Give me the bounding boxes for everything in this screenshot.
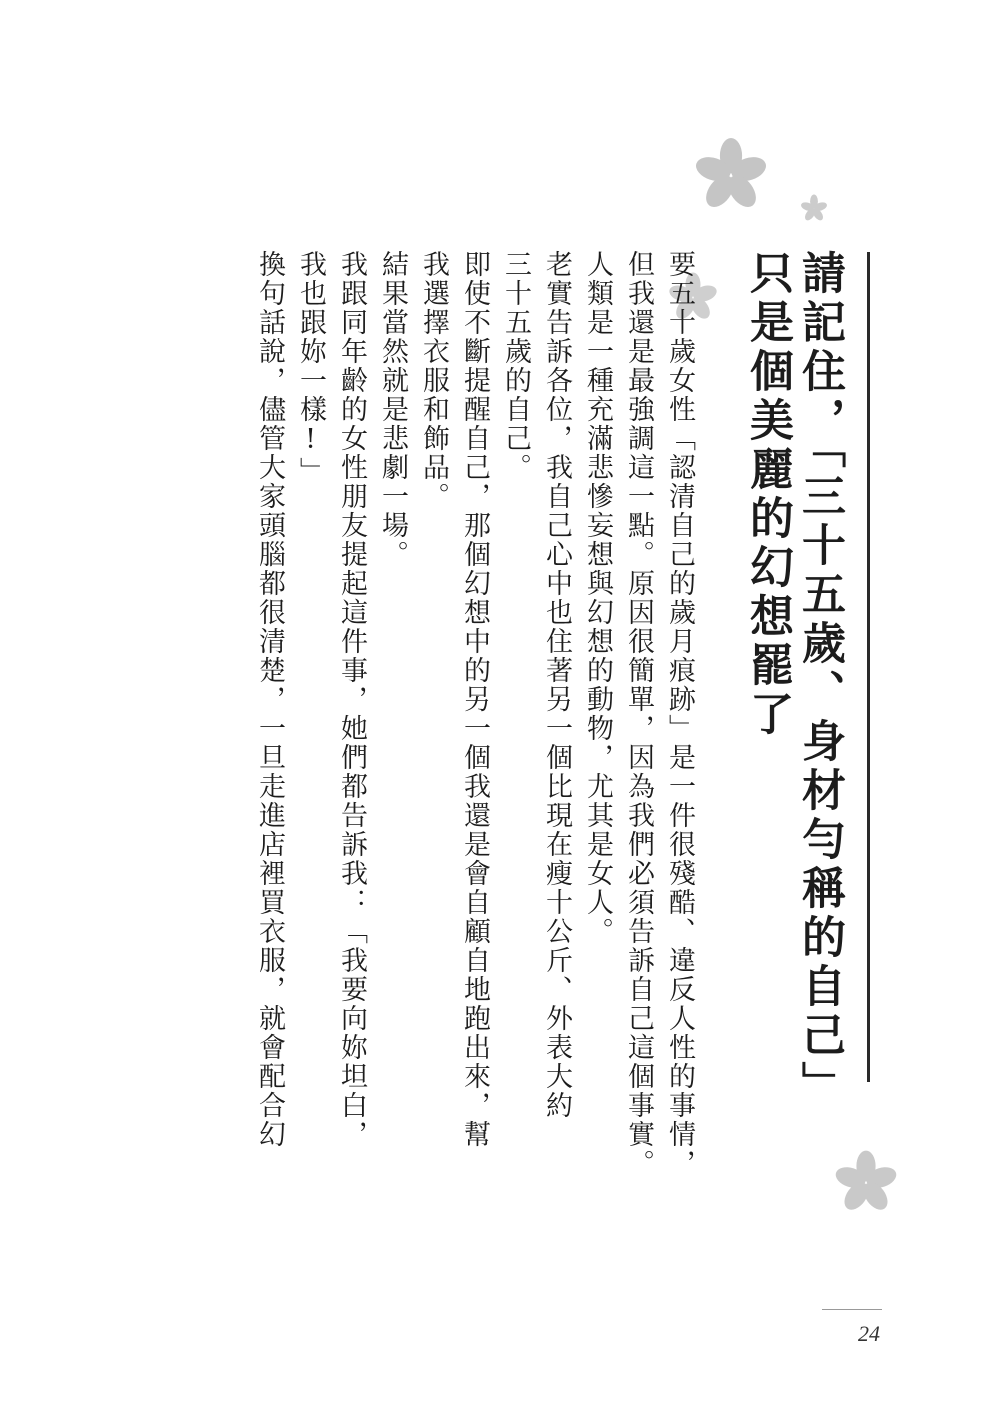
body-line: 老實告訴各位，我自己心中也住著另一個比現在瘦十公斤、外表大約 xyxy=(541,250,572,1120)
page-number: 24 xyxy=(858,1321,880,1346)
sakura-petal-small-top-right xyxy=(800,194,828,222)
sakura-flower-top xyxy=(694,138,768,212)
heading-line-1: 請記住，「三十五歲、身材勻稱的自己」 xyxy=(794,250,845,1110)
body-line: 即使不斷提醒自己，那個幻想中的另一個我還是會自顧自地跑出來，幫 xyxy=(459,250,490,1149)
heading-line-2: 只是個美麗的幻想罷了 xyxy=(742,250,793,740)
vertical-text-body xyxy=(150,250,870,1270)
body-line: 我選擇衣服和飾品。 xyxy=(418,250,449,511)
body-line: 我跟同年齡的女性朋友提起這件事，她們都告訴我：「我要向妳坦白， xyxy=(336,250,367,1149)
body-line: 結果當然就是悲劇一場。 xyxy=(377,250,408,569)
body-line: 但我還是最強調這一點。原因很簡單，因為我們必須告訴自己這個事實。 xyxy=(623,250,654,1178)
chapter-heading xyxy=(723,250,870,1110)
body-line: 換句話說，儘管大家頭腦都很清楚，一旦走進店裡買衣服，就會配合幻 xyxy=(254,250,285,1149)
body-line: 人類是一種充滿悲慘妄想與幻想的動物，尤其是女人。 xyxy=(582,250,613,946)
body-line: 我也跟妳一樣!」 xyxy=(295,250,326,486)
heading-rule xyxy=(867,252,870,1082)
body-line: 要五十歲女性「認清自己的歲月痕跡」是一件很殘酷、違反人性的事情， xyxy=(664,250,695,1178)
body-line: 三十五歲的自己。 xyxy=(500,250,531,482)
folio-rule xyxy=(822,1309,882,1310)
